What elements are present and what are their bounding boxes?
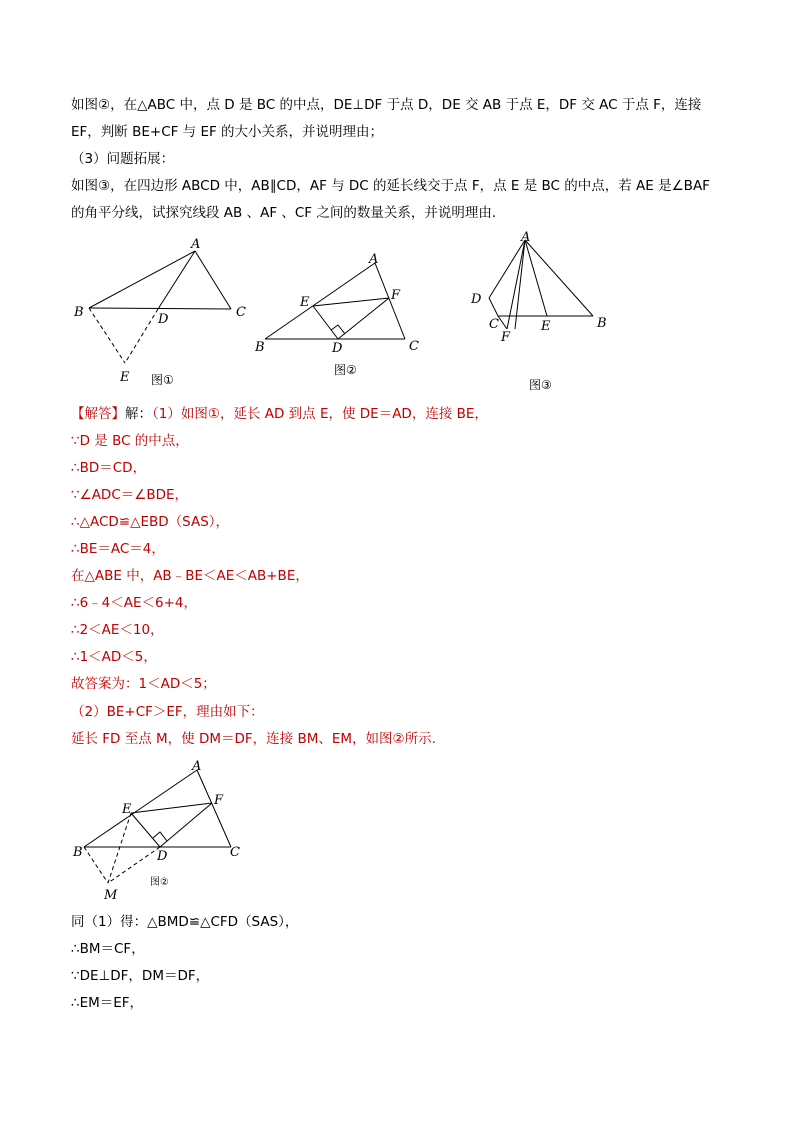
problem-part3-heading: （3）问题拓展：: [71, 151, 175, 167]
label-A: A: [369, 252, 379, 267]
problem-part3-line1: 如图③，在四边形 ABCD 中，AB∥CD，AF 与 DC 的延长线交于点 F，点 E 是 BC 的中点，若 AE 是∠BAF: [71, 178, 710, 194]
solution-line-9: ∴2＜AE＜10，: [71, 622, 164, 638]
label-E: E: [541, 319, 551, 334]
solution-line-2: ∵D 是 BC 的中点，: [71, 433, 189, 449]
label-C: C: [230, 845, 240, 860]
solution-line-4: ∵∠ADC＝∠BDE，: [71, 487, 189, 503]
solution-line-8: ∴6﹣4＜AE＜6+4，: [71, 595, 198, 611]
label-C: C: [409, 339, 419, 354]
label-B: B: [74, 305, 84, 320]
label-D: D: [332, 341, 343, 356]
label-M: M: [104, 888, 118, 903]
label-D: D: [471, 292, 482, 307]
solution-line-15: ∴BM＝CF，: [71, 941, 145, 957]
label-F: F: [214, 793, 224, 808]
solution-line-1: [71, 405, 488, 423]
solution-line-14: 同（1）得：△BMD≌△CFD（SAS），: [71, 914, 299, 930]
solution-line-12: （2）BE+CF＞EF，理由如下：: [71, 704, 264, 720]
label-E: E: [300, 295, 310, 310]
figure-4: [68, 755, 258, 905]
figure-1-caption: 图①: [151, 373, 174, 387]
solution-line-16: ∵DE⊥DF，DM＝DF，: [71, 968, 210, 984]
figure-3-caption: 图③: [529, 378, 552, 392]
label-B: B: [255, 340, 265, 355]
label-B: B: [73, 845, 83, 860]
problem-part2-line1: 如图②，在△ABC 中，点 D 是 BC 的中点，DE⊥DF 于点 D，DE 交 AB 于点 E，DF 交 AC 于点 F，连接: [71, 97, 702, 113]
figure-4-caption: 图②: [150, 877, 169, 888]
label-E: E: [120, 370, 130, 385]
solution-line-3: ∴BD＝CD，: [71, 460, 147, 476]
solution-line-17: ∴EM＝EF，: [71, 995, 144, 1011]
label-D: D: [158, 312, 169, 327]
label-A: A: [191, 237, 201, 252]
solution-line-10: ∴1＜AD＜5，: [71, 649, 157, 665]
solution-step-1: （1）如图①，延长 AD 到点 E，使 DE＝AD，连接 BE，: [152, 406, 488, 422]
problem-part3-line2: 的角平分线，试探究线段 AB 、AF 、CF 之间的数量关系，并说明理由.: [71, 205, 497, 221]
solution-line-6: ∴BE＝AC＝4，: [71, 541, 165, 557]
solution-line-13: 延长 FD 至点 M，使 DM＝DF，连接 BM、EM，如图②所示.: [71, 731, 436, 747]
figure-2-caption: 图②: [334, 363, 357, 377]
label-A: A: [192, 759, 202, 774]
solution-line-7: 在△ABE 中，AB﹣BE＜AE＜AB+BE，: [71, 568, 309, 584]
solution-prefix: 解：: [125, 406, 152, 422]
label-B: B: [597, 316, 607, 331]
solution-line-11: 故答案为：1＜AD＜5；: [71, 676, 216, 692]
label-A: A: [521, 230, 531, 245]
problem-part2-line2: EF，判断 BE+CF 与 EF 的大小关系，并说明理由；: [71, 124, 384, 140]
label-D: D: [157, 849, 168, 864]
label-F: F: [391, 288, 401, 303]
solution-line-5: ∴△ACD≌△EBD（SAS），: [71, 514, 230, 530]
label-C: C: [489, 317, 499, 332]
figure-3: [465, 228, 615, 396]
label-F: F: [501, 330, 511, 345]
figure-1: [70, 232, 250, 392]
figure-2: [250, 250, 430, 380]
label-C: C: [236, 305, 246, 320]
answer-tag: 【解答】: [71, 406, 125, 422]
label-E: E: [122, 802, 132, 817]
